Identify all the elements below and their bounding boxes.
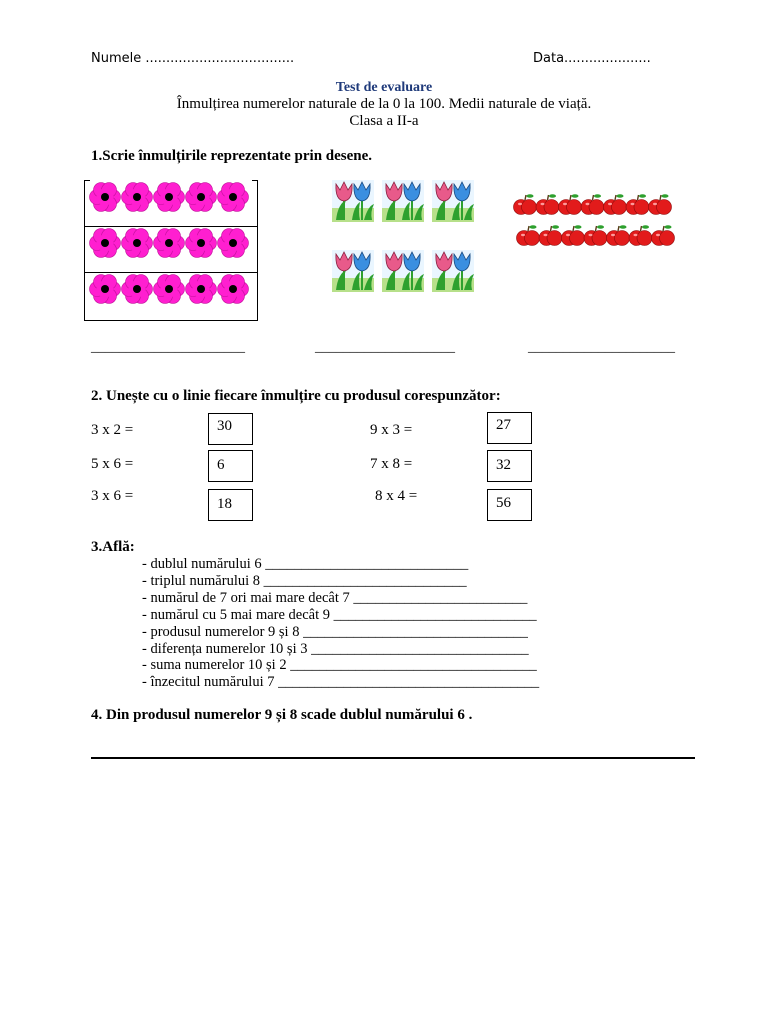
ex3-item: - diferența numerelor 10 și 3 ______________________________ <box>142 641 529 657</box>
apple-icon <box>626 194 649 214</box>
left-value-box[interactable]: 6 <box>208 450 253 482</box>
apple-icon <box>649 194 672 214</box>
flower-icon <box>186 229 217 258</box>
ex4-title: 4. Din produsul numerelor 9 și 8 scade dublul numărului 6 . <box>91 707 473 723</box>
class-label: Clasa a II-a <box>349 113 419 129</box>
tulip-icon <box>432 180 474 222</box>
apple-icon <box>539 225 562 245</box>
right-expression: 8 x 4 = <box>375 488 418 504</box>
apple-icon <box>652 225 675 245</box>
flowers-drawing <box>84 180 256 320</box>
page-title: Test de evaluare <box>335 80 433 95</box>
ex1-title: 1.Scrie înmulțirile reprezentate prin desene. <box>91 148 373 164</box>
name-field-label: Numele .................................... <box>91 51 295 66</box>
left-expression: 3 x 6 = <box>91 488 134 504</box>
tulip-icon <box>382 180 424 222</box>
left-expression: 3 x 2 = <box>91 422 134 438</box>
ex3-title: 3.Află: <box>91 539 135 555</box>
apple-icon <box>514 194 537 214</box>
apple-icon <box>517 225 540 245</box>
flower-icon <box>122 229 153 258</box>
flower-icon <box>90 183 121 212</box>
flower-icon <box>218 183 249 212</box>
flower-icon <box>90 275 121 304</box>
apple-icon <box>562 225 585 245</box>
apple-icon <box>584 225 607 245</box>
ex3-item: - suma numerelor 10 și 2 __________________________________ <box>142 657 537 673</box>
left-value-box[interactable]: 30 <box>208 413 253 445</box>
left-expression: 5 x 6 = <box>91 456 134 472</box>
answer-line-1[interactable]: ______________________ <box>91 340 245 355</box>
right-value-box[interactable]: 27 <box>487 412 532 444</box>
flower-icon <box>218 275 249 304</box>
right-value-box[interactable]: 56 <box>487 489 532 521</box>
tulip-icon <box>332 250 374 292</box>
ex3-item: - triplul numărului 8 ____________________________ <box>142 573 467 589</box>
apple-icon <box>536 194 559 214</box>
tulip-icon <box>432 250 474 292</box>
flower-icon <box>122 183 153 212</box>
flower-icon <box>122 275 153 304</box>
left-value-box[interactable]: 18 <box>208 489 253 521</box>
flower-icon <box>154 229 185 258</box>
apples-drawing <box>512 190 682 252</box>
answer-line-3[interactable]: _____________________ <box>528 340 675 355</box>
right-expression: 9 x 3 = <box>370 422 413 438</box>
flower-icon <box>218 229 249 258</box>
right-value-box[interactable]: 32 <box>487 450 532 482</box>
flower-icon <box>154 183 185 212</box>
flower-icon <box>186 275 217 304</box>
ex3-item: - înzecitul numărului 7 ____________________________________ <box>142 674 540 690</box>
answer-line-2[interactable]: ____________________ <box>315 340 455 355</box>
flower-icon <box>90 229 121 258</box>
ex2-title: 2. Unește cu o linie fiecare înmulțire cu produsul corespunzător: <box>91 388 501 404</box>
ex3-item: - numărul cu 5 mai mare decât 9 ____________________________ <box>142 607 537 623</box>
page-subtitle: Înmulțirea numerelor naturale de la 0 la 100. Medii naturale de viață. <box>176 96 592 112</box>
apple-icon <box>581 194 604 214</box>
right-expression: 7 x 8 = <box>370 456 413 472</box>
apple-icon <box>629 225 652 245</box>
ex3-item: - produsul numerelor 9 și 8 _______________________________ <box>142 624 528 640</box>
apple-icon <box>559 194 582 214</box>
ex4-answer-line[interactable] <box>91 757 695 759</box>
date-field-label: Data..................... <box>533 51 651 66</box>
tulip-icon <box>382 250 424 292</box>
flower-icon <box>186 183 217 212</box>
flower-icon <box>154 275 185 304</box>
tulips-drawing <box>330 178 480 294</box>
tulip-icon <box>332 180 374 222</box>
apple-icon <box>604 194 627 214</box>
apple-icon <box>607 225 630 245</box>
ex3-item: - dublul numărului 6 ____________________________ <box>142 556 469 572</box>
ex3-item: - numărul de 7 ori mai mare decât 7 ________________________ <box>142 590 528 606</box>
